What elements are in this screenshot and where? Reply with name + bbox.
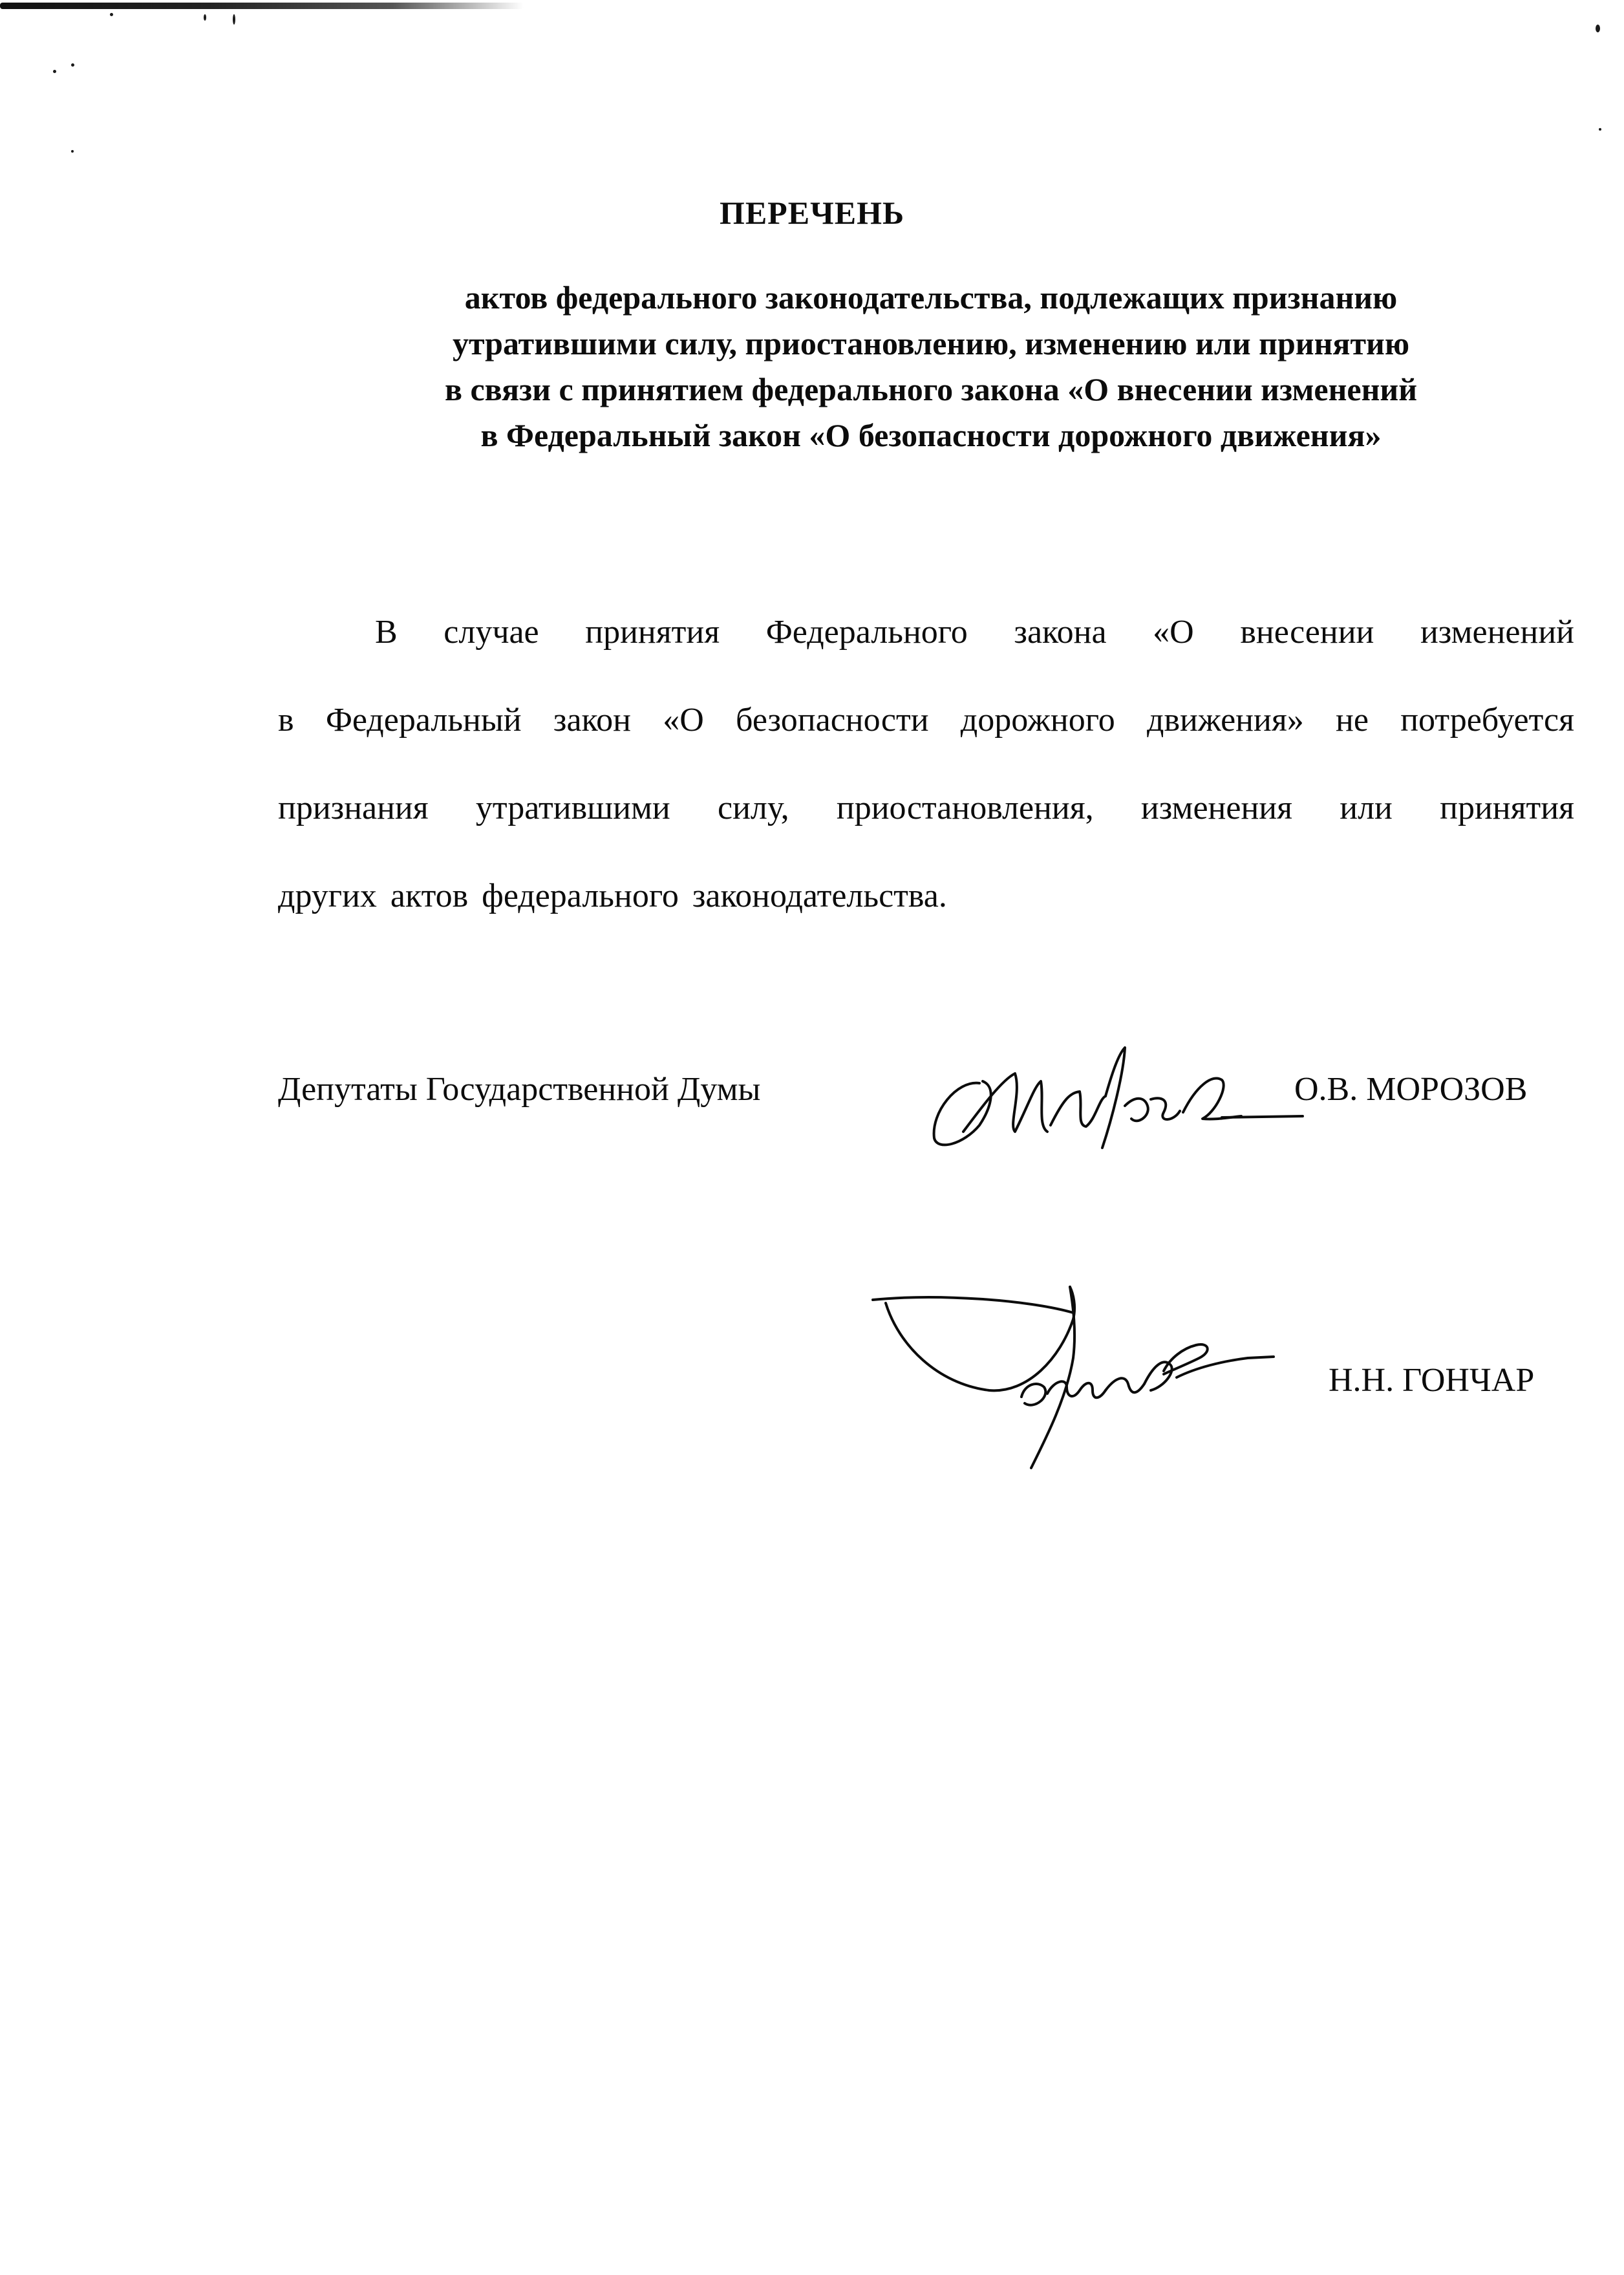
signer-name: Н.Н. ГОНЧАР — [1329, 1362, 1535, 1399]
signer-name: О.В. МОРОЗОВ — [1294, 1071, 1528, 1108]
subtitle-line: утратившими силу, приостановлению, изменению или принятию — [452, 325, 1410, 361]
body-line: в Федеральный закон «О безопасности дорожного движения» не потребуется — [278, 702, 1574, 739]
body-line: других актов федерального законодательства. — [278, 878, 947, 914]
scan-edge-streak — [0, 3, 524, 9]
subtitle-line: в связи с принятием федерального закона «О внесении изменений — [444, 371, 1418, 407]
scan-speck — [110, 13, 113, 16]
document-subtitle — [246, 275, 1616, 458]
body-paragraph — [278, 588, 1574, 940]
signers-label: Депутаты Государственной Думы — [278, 1071, 761, 1108]
subtitle-line: в Федеральный закон «О безопасности дорожного движения» — [480, 417, 1382, 453]
body-line: В случае принятия Федерального закона «О внесении изменений — [375, 614, 1574, 651]
signature-gonchar — [860, 1267, 1299, 1487]
scan-speck — [71, 150, 74, 153]
body-line: признания утратившими силу, приостановления, изменения или принятия — [278, 790, 1574, 826]
scan-speck — [204, 14, 206, 21]
scan-speck — [71, 63, 74, 67]
scan-speck — [53, 70, 56, 73]
subtitle-line: актов федерального законодательства, подлежащих признанию — [464, 279, 1398, 316]
scan-speck — [233, 14, 235, 25]
page-title: ПЕРЕЧЕНЬ — [719, 195, 905, 231]
scan-speck — [1599, 128, 1601, 131]
scan-speck — [1596, 25, 1600, 32]
signature-morozov — [918, 1035, 1306, 1158]
